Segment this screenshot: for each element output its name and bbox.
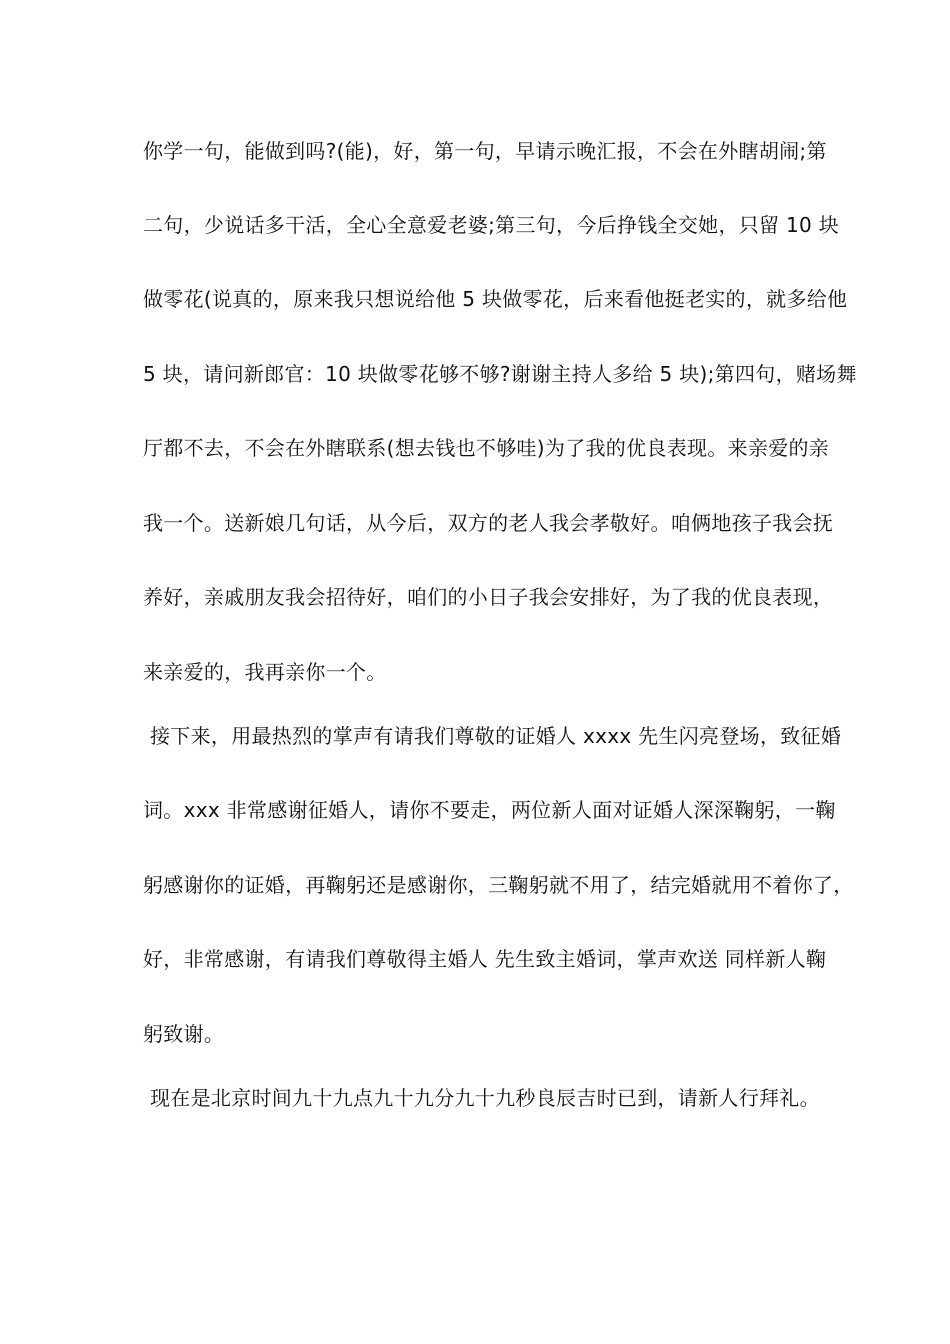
text-line: 词。xxx 非常感谢征婚人，请你不要走，两位新人面对证婚人深深鞠躬，一鞠 [143,798,836,822]
text-line: 躬致谢。 [143,1022,225,1046]
text-line: 来亲爱的，我再亲你一个。 [143,660,387,684]
text-line: 我一个。送新娘几句话，从今后，双方的老人我会孝敬好。咱俩地孩子我会抚 [143,511,834,535]
text-line: 好，非常感谢，有请我们尊敬得主婚人 先生致主婚词，掌声欢送 同样新人鞠 [143,947,827,971]
text-line: 养好，亲戚朋友我会招待好，咱们的小日子我会安排好，为了我的优良表现， [143,585,834,609]
text-line: 二句，少说话多干活，全心全意爱老婆;第三句，今后挣钱全交她，只留 10 块 [143,213,840,237]
text-line: 厅都不去，不会在外瞎联系(想去钱也不够哇)为了我的优良表现。来亲爱的亲 [143,436,830,460]
text-line: 躬感谢你的证婚，再鞠躬还是感谢你，三鞠躬就不用了，结完婚就用不着你了， [143,873,854,897]
text-line: 现在是北京时间九十九点九十九分九十九秒良辰吉时已到，请新人行拜礼。 [150,1086,820,1110]
text-line: 接下来，用最热烈的掌声有请我们尊敬的证婚人 xxxx 先生闪亮登场，致征婚 [150,724,842,748]
text-line: 你学一句，能做到吗?(能)，好，第一句，早请示晚汇报，不会在外瞎胡闹;第 [143,139,827,163]
text-line: 做零花(说真的，原来我只想说给他 5 块做零花，后来看他挺老实的，就多给他 [143,287,848,311]
text-line: 5 块，请问新郎官：10 块做零花够不够?谢谢主持人多给 5 块);第四句，赌场舞 [143,362,857,386]
